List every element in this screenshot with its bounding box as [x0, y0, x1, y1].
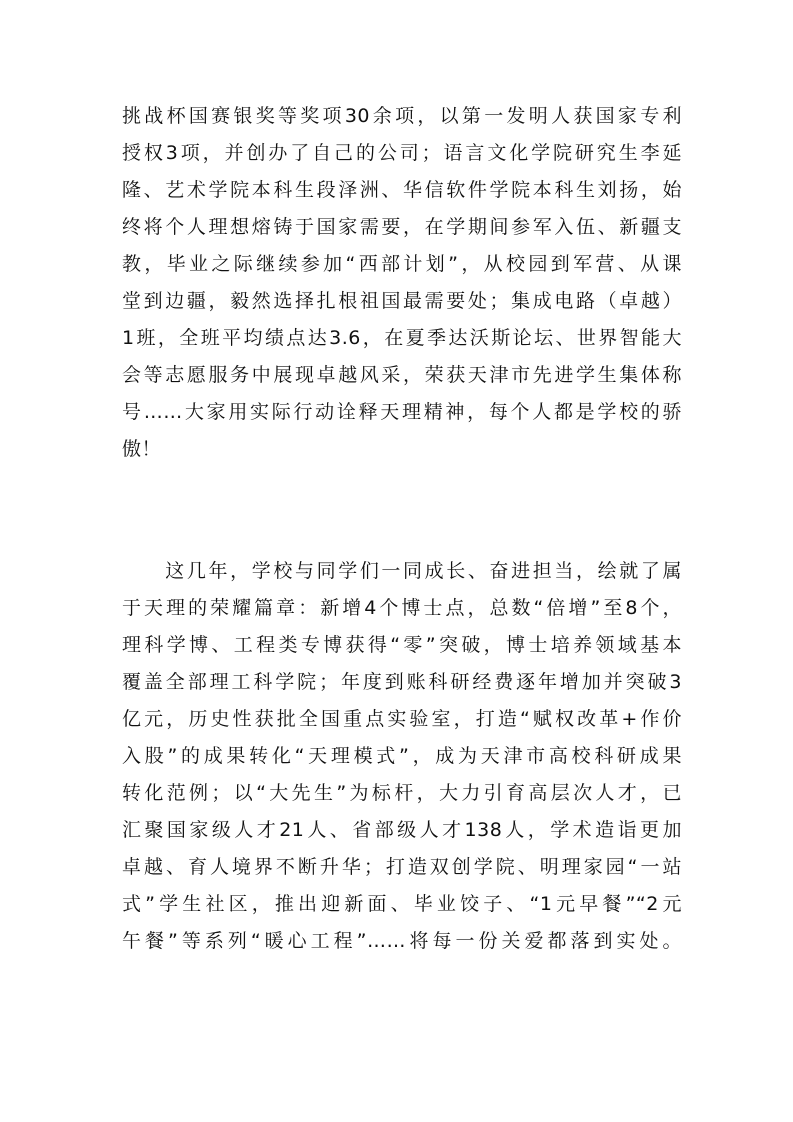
text-line: 汇聚国家级人才21人、省部级人才138人，学术造诣更加 — [122, 819, 682, 841]
paragraph-1 — [122, 98, 682, 468]
text-line: 覆盖全部理工科学院；年度到账科研经费逐年增加并突破3 — [122, 671, 682, 693]
text-line: 亿元，历史性获批全国重点实验室，打造“赋权改革+作价 — [122, 708, 682, 730]
text-line: 终将个人理想熔铸于国家需要，在学期间参军入伍、新疆支 — [122, 216, 682, 238]
text-line: 转化范例；以“大先生”为标杆，大力引育高层次人才，已 — [122, 782, 682, 804]
text-line: 傲！ — [122, 438, 162, 460]
text-line: 1班，全班平均绩点达3.6，在夏季达沃斯论坛、世界智能大 — [122, 327, 682, 349]
text-line: 卓越、育人境界不断升华；打造双创学院、明理家园“一站 — [122, 856, 682, 878]
text-line: 于天理的荣耀篇章：新增4个博士点，总数“倍增”至8个， — [122, 597, 682, 619]
text-line: 这几年，学校与同学们一同成长、奋进担当，绘就了属 — [122, 560, 682, 582]
text-line: 会等志愿服务中展现卓越风采，荣获天津市先进学生集体称 — [122, 364, 682, 386]
text-line: 理科学博、工程类专博获得“零”突破，博士培养领域基本 — [122, 634, 682, 656]
text-line: 挑战杯国赛银奖等奖项30余项，以第一发明人获国家专利 — [122, 105, 682, 127]
text-line: 教，毕业之际继续参加“西部计划”，从校园到军营、从课 — [122, 253, 682, 275]
text-line: 入股”的成果转化“天理模式”，成为天津市高校科研成果 — [122, 745, 682, 767]
text-line: 堂到边疆，毅然选择扎根祖国最需要处；集成电路（卓越） — [122, 290, 682, 312]
paragraph-2 — [122, 553, 682, 960]
text-line: 隆、艺术学院本科生段泽洲、华信软件学院本科生刘扬，始 — [122, 179, 682, 201]
text-line: 午餐”等系列“暖心工程”……将每一份关爱都落到实处。 — [122, 930, 682, 952]
text-line: 授权3项，并创办了自己的公司；语言文化学院研究生李延 — [122, 142, 682, 164]
text-line: 号……大家用实际行动诠释天理精神，每个人都是学校的骄 — [122, 401, 682, 423]
text-line: 式”学生社区，推出迎新面、毕业饺子、“1元早餐”“2元 — [122, 893, 682, 915]
